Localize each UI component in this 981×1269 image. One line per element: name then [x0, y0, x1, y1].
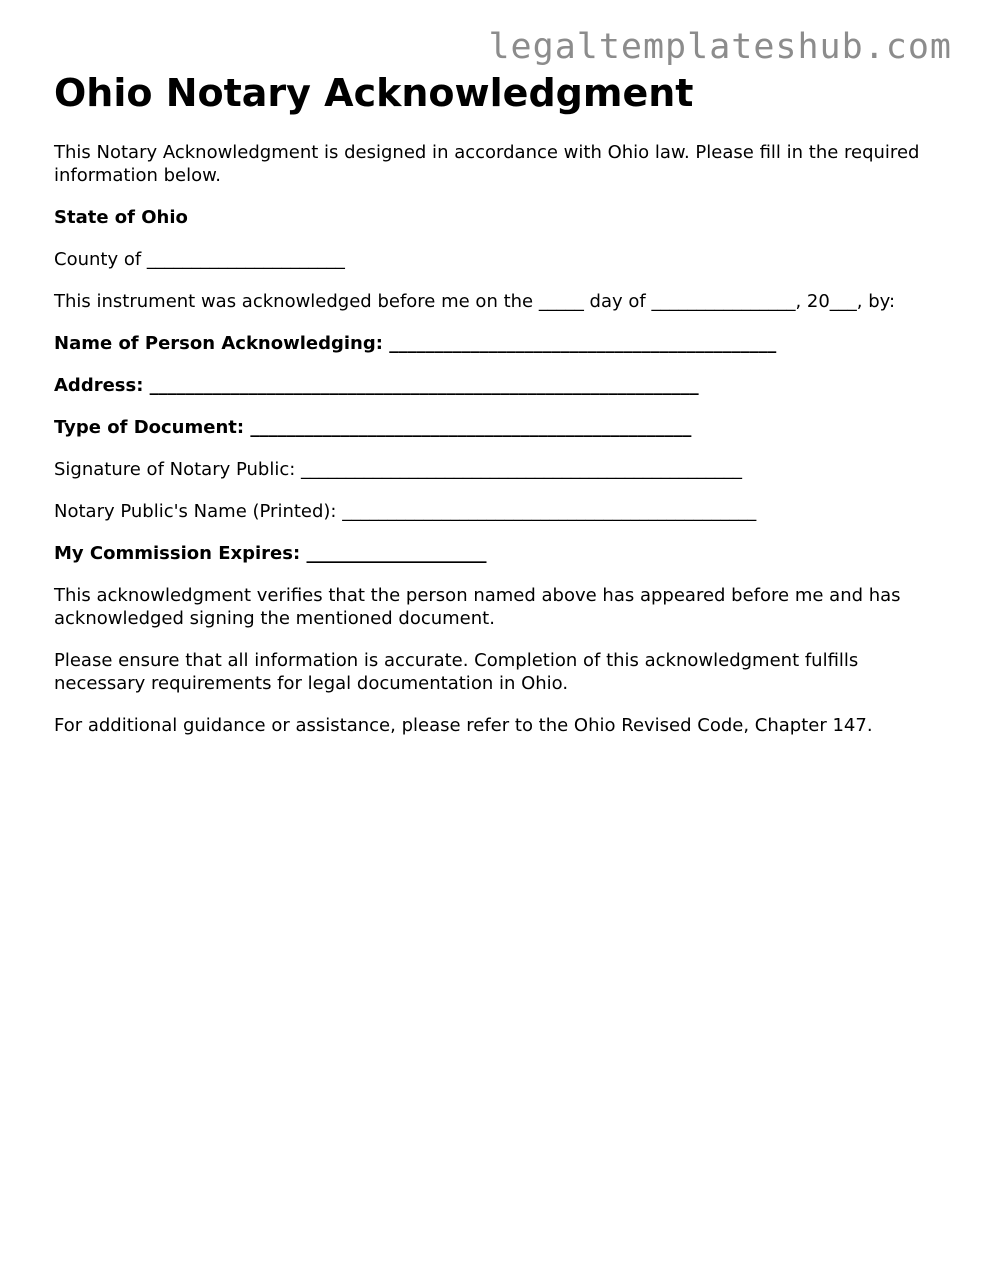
intro-paragraph: This Notary Acknowledgment is designed in accordance with Ohio law. Please fill in the required information below. — [54, 142, 920, 186]
document-body — [54, 70, 934, 737]
notary-signature-field: Signature of Notary Public: _________________________________________________ — [54, 459, 743, 480]
instrument-field: This instrument was acknowledged before me on the _____ day of ________________, 20___, by: — [54, 291, 896, 312]
document-type-field: Type of Document: _________________________________________________ — [54, 417, 692, 438]
county-field: County of ______________________ — [54, 249, 345, 270]
guidance-paragraph: For additional guidance or assistance, please refer to the Ohio Revised Code, Chapter 147. — [54, 715, 873, 736]
commission-expires-field: My Commission Expires: ____________________ — [54, 543, 487, 564]
name-field: Name of Person Acknowledging: ___________________________________________ — [54, 333, 777, 354]
state-heading: State of Ohio — [54, 207, 188, 228]
accuracy-paragraph: Please ensure that all information is accurate. Completion of this acknowledgment fulfills necessary requirements for legal documentation in Ohio. — [54, 650, 859, 694]
notary-name-field: Notary Public's Name (Printed): ______________________________________________ — [54, 501, 757, 522]
page-title: Ohio Notary Acknowledgment — [54, 71, 694, 115]
address-field: Address: _____________________________________________________________ — [54, 375, 699, 396]
verification-paragraph: This acknowledgment verifies that the person named above has appeared before me and has acknowledged signing the mentioned document. — [54, 585, 901, 629]
watermark: legaltemplateshub.com — [488, 27, 952, 67]
